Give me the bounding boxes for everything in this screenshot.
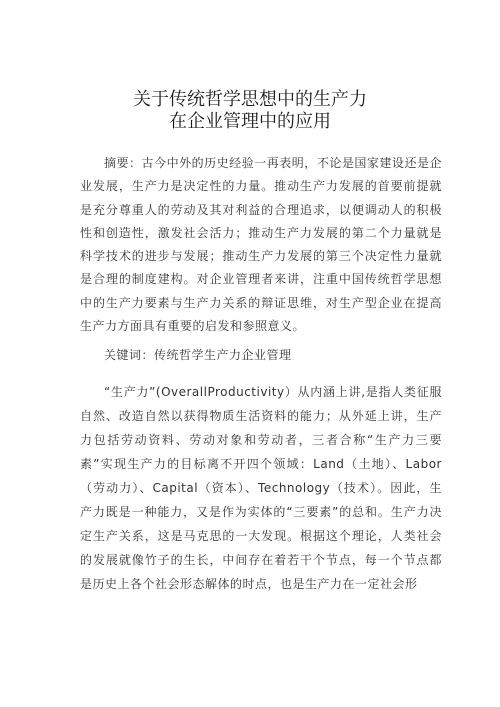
body-paragraph: “生产力”(OverallProductivity）从内涵上讲,是指人类征服自然、改造自然以获得物质生活资料的能力；从外延上讲，生产力包括劳动资料、劳动对象和劳动者，三者合称“生产力三要素”实现生产力的目标离不开四个领域：Land（土地）、Labor（劳动力）、Capital（资本）、Technology（技术）。因此，生产力既是一种能力，又是作为实体的“三要素”的总和。生产力决定生产关系，这是马克思的一大发现。根据这个理论，人类社会的发展就像竹子的生长，中间存在着若干个节点，每一个节点都是历史上各个社会形态解体的时点，也是生产力在一定社会形 [80,385,442,591]
keywords-line: 关键词：传统哲学生产力企业管理 [104,348,292,362]
abstract-paragraph: 摘要：古今中外的历史经验一再表明，不论是国家建设还是企业发展，生产力是决定性的力量。推动生产力发展的首要前提就是充分尊重人的劳动及其对利益的合理追求，以便调动人的积极性和创造性，激发社会活力；推动生产力发展的第二个力量就是科学技术的进步与发展；推动生产力发展的第三个决定性力量就是合理的制度建构。对企业管理者来讲，注重中国传统哲学思想中的生产力要素与生产力关系的辩证思维，对生产型企业在提高生产力方面具有重要的启发和参照意义。 [80,156,442,334]
document-title-line-2: 在企业管理中的应用 [169,111,331,132]
document-title-line-1: 关于传统哲学思想中的生产力 [133,89,367,110]
